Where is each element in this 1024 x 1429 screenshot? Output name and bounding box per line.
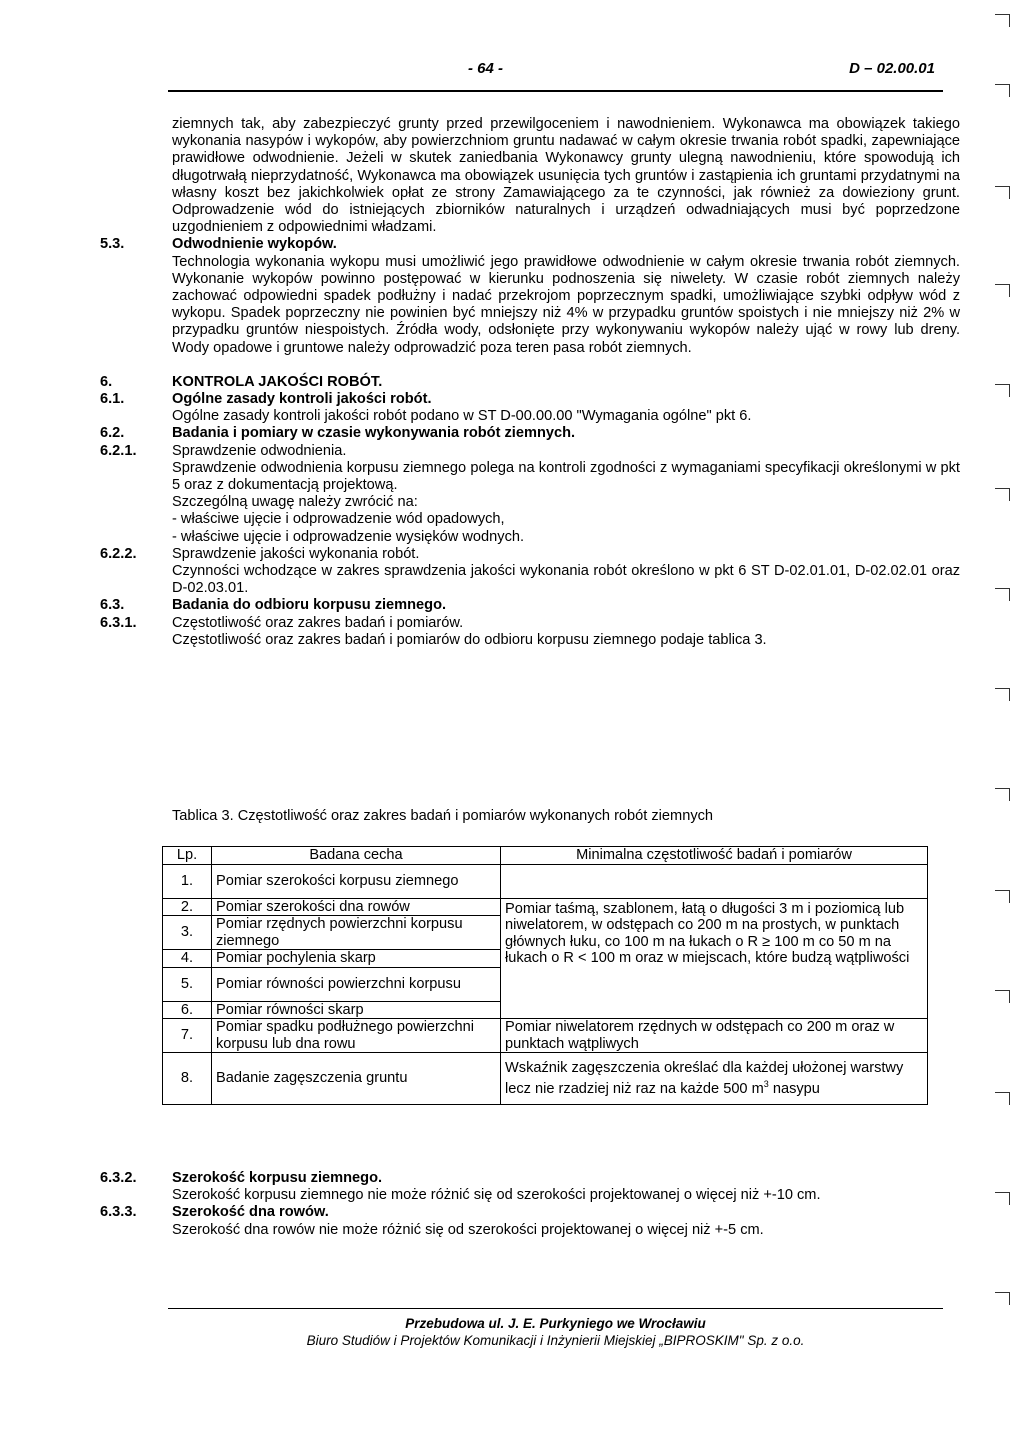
binding-mark [995, 890, 1010, 903]
table-cell-cecha: Pomiar szerokości dna rowów [212, 898, 501, 916]
table-cell-lp: 1. [163, 864, 212, 898]
binding-mark [995, 990, 1010, 1003]
binding-mark [995, 688, 1010, 701]
section-5-3-heading [100, 236, 960, 253]
section-6-2-2-text: Czynności wchodzące w zakres sprawdzenia jakości wykonania robót określono w pkt 6 ST D-02.01.01, D-02.02.01 oraz D-02.03.01. [172, 563, 960, 597]
binding-mark [995, 1092, 1010, 1105]
section-6-3-1-text: Częstotliwość oraz zakres badań i pomiarów do odbioru korpusu ziemnego podaje tablica 3. [172, 631, 767, 648]
section-title: KONTROLA JAKOŚCI ROBÓT. [172, 373, 383, 390]
table-cell-cecha: Pomiar rzędnych powierzchni korpusu ziemnego [212, 916, 501, 950]
binding-mark [995, 186, 1010, 199]
section-title: Ogólne zasady kontroli jakości robót. [172, 391, 432, 408]
table-cell-cecha: Pomiar pochylenia skarp [212, 950, 501, 968]
table-cell-freq-empty [501, 864, 928, 898]
table-row [163, 1053, 928, 1105]
section-title: Odwodnienie wykopów. [172, 236, 337, 253]
section-6-3-2-heading [100, 1170, 960, 1187]
section-title: Badania i pomiary w czasie wykonywania robót ziemnych. [172, 425, 576, 442]
table-cell-freq: Pomiar niwelatorem rzędnych w odstępach co 200 m oraz w punktach wątpliwych [501, 1019, 928, 1053]
section-6-3-1-heading [100, 615, 960, 632]
section-6-3-3-text: Szerokość dna rowów nie może różnić się od szerokości projektowanej o więcej niż +-5 cm. [172, 1221, 764, 1238]
binding-mark [995, 588, 1010, 601]
document-body [100, 116, 960, 649]
freq-superscript: 3 [763, 1079, 769, 1090]
section-6-2-1-lead: Szczególną uwagę należy zwrócić na: [172, 494, 418, 511]
section-title: Częstotliwość oraz zakres badań i pomiarów. [172, 614, 464, 631]
bullet-item: - właściwe ujęcie i odprowadzenie wód opadowych, [172, 511, 505, 528]
table-cell-lp: 2. [163, 898, 212, 916]
section-title: Sprawdzenie odwodnienia. [172, 442, 347, 459]
page-footer [168, 1308, 943, 1349]
column-header: Lp. [163, 847, 212, 865]
binding-mark [995, 384, 1010, 397]
spec-code: D – 02.00.01 [849, 60, 935, 77]
table-cell-cecha: Pomiar równości skarp [212, 1001, 501, 1019]
freq-text: Wskaźnik zagęszczenia określać dla każdej ułożonej warstwy lecz nie rzadziej niż raz na każde 500 m [505, 1059, 904, 1097]
column-header: Badana cecha [212, 847, 501, 865]
binding-mark [995, 488, 1010, 501]
table-cell-cecha: Pomiar równości powierzchni korpusu [212, 967, 501, 1001]
section-6-2-1-text: Sprawdzenie odwodnienia korpusu ziemnego polega na kontroli zgodności z wymaganiami specyfikacji określonymi w pkt 5 oraz z dokumentacją projektową. [172, 459, 960, 494]
measurement-table [162, 846, 928, 1105]
section-title: Szerokość korpusu ziemnego. [172, 1170, 383, 1186]
section-title: Szerokość dna rowów. [172, 1204, 329, 1221]
table-cell-lp: 6. [163, 1001, 212, 1019]
section-6-2-1-heading [100, 443, 960, 460]
section-number: 6.2.1. [100, 442, 137, 459]
section-title: Badania do odbioru korpusu ziemnego. [172, 597, 447, 614]
column-header: Minimalna częstotliwość badań i pomiarów [501, 847, 928, 865]
freq-text-tail: nasypu [768, 1080, 820, 1097]
section-6-2-2-heading [100, 546, 960, 563]
section-6-1-text: Ogólne zasady kontroli jakości robót podano w ST D-00.00.00 "Wymagania ogólne" pkt 6. [172, 408, 752, 425]
section-number: 6.2. [100, 425, 125, 442]
table-cell-freq-group: Pomiar taśmą, szablonem, łatą o długości 3 m i poziomicą lub niwelatorem, w odstępach co 200 m na prostych, w punktach głównych łuku, co 100 m na łukach o R ≥ 100 m co 50 m na łukach o R < 100 m oraz w miejscach, które budzą wątpliwości [501, 898, 928, 1019]
table-cell-cecha: Pomiar spadku podłużnego powierzchni korpusu lub dna rowu [212, 1019, 501, 1053]
binding-mark [995, 84, 1010, 97]
table-row [163, 1019, 928, 1053]
table-cell-freq [501, 1053, 928, 1105]
table-caption: Tablica 3. Częstotliwość oraz zakres badań i pomiarów wykonanych robót ziemnych [172, 808, 714, 824]
section-5-3-text: Technologia wykonania wykopu musi umożliwić jego prawidłowe odwodnienie w całym okresie trwania robót ziemnych. Wykonanie wykopów powinno postępować w kierunku podnoszenia się niwelety. W czasie robót ziemnych należy zachować odpowiedni spadek podłużny i nadać przekrojom poprzecznym spadki, umożliwiające szybki odpływ wód z wykopu. Spadek poprzeczny nie powinien być mniejszy niż 4% w przypadku gruntów spoistych i nie mniejszy niż 2% w przypadku gruntów niespoistych. Źródła wody, odsłonięte przy wykonywaniu wykopów należy ująć w rowy lub dreny. Wody opadowe i gruntowe należy odprowadzić poza teren pasa robót ziemnych. [172, 253, 960, 356]
section-title: Sprawdzenie jakości wykonania robót. [172, 545, 420, 562]
lower-body [100, 1170, 960, 1239]
table-cell-lp: 7. [163, 1019, 212, 1053]
binding-mark [995, 14, 1010, 27]
section-number: 6.2.2. [100, 545, 137, 562]
section-number: 6.3.2. [100, 1170, 137, 1186]
section-number: 6.3. [100, 597, 125, 614]
page-number: - 64 - [468, 60, 504, 77]
section-6-2-heading [100, 425, 960, 442]
bullet-item: - właściwe ujęcie i odprowadzenie wysięków wodnych. [172, 528, 525, 545]
binding-mark [995, 788, 1010, 801]
binding-mark [995, 284, 1010, 297]
footer-project: Przebudowa ul. J. E. Purkyniego we Wrocławiu [405, 1316, 706, 1331]
table-header-row [163, 847, 928, 865]
section-6-heading [100, 374, 960, 391]
section-number: 6. [100, 373, 113, 390]
section-6-1-heading [100, 391, 960, 408]
binding-mark [995, 1292, 1010, 1305]
section-number: 6.1. [100, 391, 125, 408]
section-number: 5.3. [100, 236, 125, 253]
table-row [163, 898, 928, 916]
table-cell-cecha: Pomiar szerokości korpusu ziemnego [212, 864, 501, 898]
table-cell-lp: 3. [163, 916, 212, 950]
table-cell-cecha: Badanie zagęszczenia gruntu [212, 1053, 501, 1105]
footer-company: Biuro Studiów i Projektów Komunikacji i Inżynierii Miejskiej „BIPROSKIM" Sp. z o.o. [306, 1333, 805, 1348]
section-number: 6.3.3. [100, 1204, 137, 1221]
section-6-3-2-text: Szerokość korpusu ziemnego nie może różnić się od szerokości projektowanej o więcej niż +-10 cm. [172, 1187, 821, 1204]
page-header [168, 60, 943, 92]
table-cell-lp: 4. [163, 950, 212, 968]
section-6-3-3-heading [100, 1204, 960, 1221]
table-cell-lp: 8. [163, 1053, 212, 1105]
table-row [163, 864, 928, 898]
binding-mark [995, 1192, 1010, 1205]
section-6-3-heading [100, 597, 960, 614]
intro-paragraph: ziemnych tak, aby zabezpieczyć grunty przed przewilgoceniem i nawodnieniem. Wykonawca ma obowiązek takiego wykonania nasypów i wykopów, aby powierzchniom gruntu nadawać w całym okresie trwania robót spadki, zapewniające prawidłowe odwodnienie. Jeżeli w skutek zaniedbania Wykonawcy grunty ulegną nawodnieniu, które spowodują ich długotrwałą nieprzydatność, Wykonawca ma obowiązek usunięcia tych gruntów i zastąpienia ich gruntami przydatnymi na własny koszt bez jakichkolwiek opłat ze strony Zamawiającego za te czynności, jak również za dowieziony grunt. Odprowadzenie wód do istniejących zbiorników naturalnych i urządzeń odwadniających musi być poprzedzone uzgodnieniem z odpowiednimi władzami. [172, 116, 960, 236]
table-cell-lp: 5. [163, 967, 212, 1001]
section-number: 6.3.1. [100, 614, 137, 631]
